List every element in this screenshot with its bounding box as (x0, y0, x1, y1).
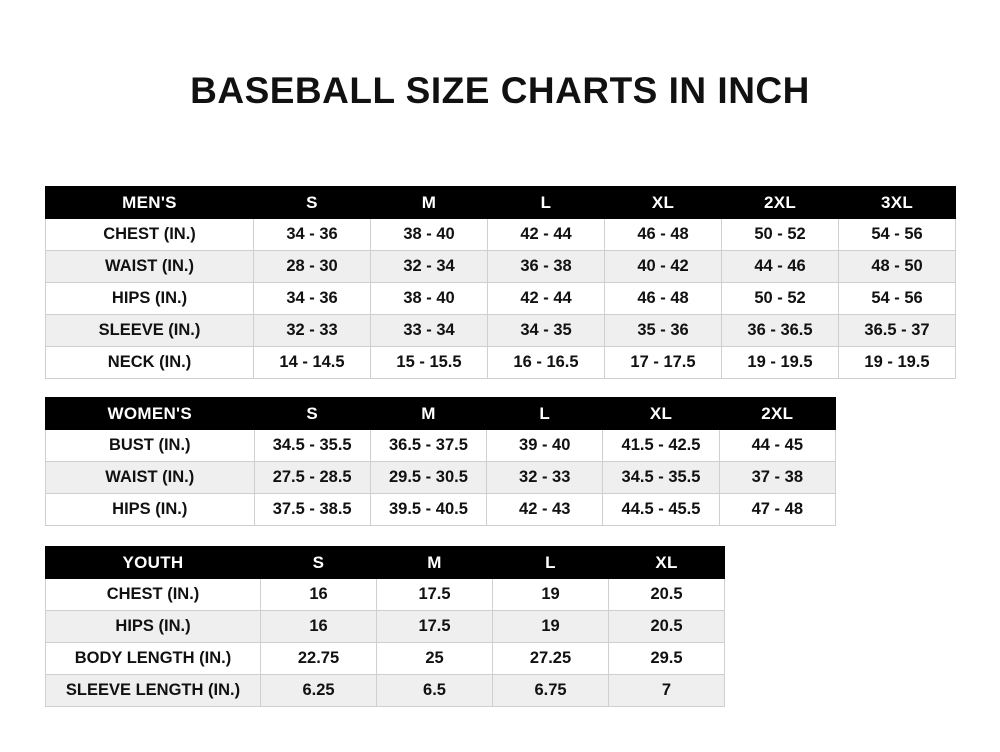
cell: 44 - 45 (719, 430, 835, 462)
column-header-s: S (261, 547, 377, 579)
cell: 20.5 (609, 611, 725, 643)
table-header-row (46, 398, 836, 430)
cell: 37.5 - 38.5 (254, 494, 370, 526)
cell: 42 - 44 (488, 219, 605, 251)
table-header-row (46, 187, 956, 219)
column-header-m: M (377, 547, 493, 579)
column-header-xl: XL (605, 187, 722, 219)
cell: 16 - 16.5 (488, 347, 605, 379)
mens-size-table (45, 186, 956, 379)
cell: 40 - 42 (605, 251, 722, 283)
column-header-m: M (370, 398, 486, 430)
row-label: CHEST (IN.) (46, 219, 254, 251)
cell: 20.5 (609, 579, 725, 611)
cell: 39 - 40 (487, 430, 603, 462)
cell: 19 (493, 611, 609, 643)
row-label: BUST (IN.) (46, 430, 255, 462)
column-header-m: M (371, 187, 488, 219)
row-label: CHEST (IN.) (46, 579, 261, 611)
row-label: NECK (IN.) (46, 347, 254, 379)
column-header-category: WOMEN'S (46, 398, 255, 430)
row-label: HIPS (IN.) (46, 494, 255, 526)
table-row (46, 643, 725, 675)
cell: 29.5 (609, 643, 725, 675)
column-header-l: L (488, 187, 605, 219)
cell: 16 (261, 579, 377, 611)
table-header-row (46, 547, 725, 579)
cell: 34 - 36 (254, 219, 371, 251)
cell: 28 - 30 (254, 251, 371, 283)
cell: 50 - 52 (722, 219, 839, 251)
cell: 7 (609, 675, 725, 707)
table-row (46, 315, 956, 347)
cell: 36.5 - 37.5 (370, 430, 486, 462)
cell: 6.75 (493, 675, 609, 707)
column-header-category: MEN'S (46, 187, 254, 219)
cell: 50 - 52 (722, 283, 839, 315)
cell: 42 - 44 (488, 283, 605, 315)
cell: 14 - 14.5 (254, 347, 371, 379)
cell: 36.5 - 37 (839, 315, 956, 347)
cell: 6.5 (377, 675, 493, 707)
row-label: WAIST (IN.) (46, 462, 255, 494)
column-header-xl: XL (609, 547, 725, 579)
table-row (46, 462, 836, 494)
cell: 34.5 - 35.5 (254, 430, 370, 462)
table-row (46, 283, 956, 315)
cell: 33 - 34 (371, 315, 488, 347)
cell: 19 (493, 579, 609, 611)
cell: 25 (377, 643, 493, 675)
row-label: SLEEVE (IN.) (46, 315, 254, 347)
cell: 19 - 19.5 (722, 347, 839, 379)
table-row (46, 579, 725, 611)
cell: 54 - 56 (839, 283, 956, 315)
column-header-2xl: 2XL (722, 187, 839, 219)
column-header-l: L (493, 547, 609, 579)
cell: 37 - 38 (719, 462, 835, 494)
table-row (46, 675, 725, 707)
column-header-2xl: 2XL (719, 398, 835, 430)
cell: 48 - 50 (839, 251, 956, 283)
row-label: SLEEVE LENGTH (IN.) (46, 675, 261, 707)
womens-size-table (45, 397, 836, 526)
cell: 46 - 48 (605, 219, 722, 251)
cell: 44 - 46 (722, 251, 839, 283)
cell: 17 - 17.5 (605, 347, 722, 379)
cell: 32 - 33 (254, 315, 371, 347)
table-row (46, 251, 956, 283)
page-title: BASEBALL SIZE CHARTS IN INCH (190, 70, 810, 111)
cell: 36 - 36.5 (722, 315, 839, 347)
cell: 32 - 34 (371, 251, 488, 283)
column-header-3xl: 3XL (839, 187, 956, 219)
table-row (46, 219, 956, 251)
cell: 35 - 36 (605, 315, 722, 347)
column-header-s: S (254, 187, 371, 219)
row-label: HIPS (IN.) (46, 611, 261, 643)
cell: 17.5 (377, 611, 493, 643)
table-row (46, 611, 725, 643)
cell: 34.5 - 35.5 (603, 462, 719, 494)
youth-size-table (45, 546, 725, 707)
cell: 19 - 19.5 (839, 347, 956, 379)
row-label: WAIST (IN.) (46, 251, 254, 283)
cell: 16 (261, 611, 377, 643)
cell: 17.5 (377, 579, 493, 611)
column-header-s: S (254, 398, 370, 430)
cell: 27.25 (493, 643, 609, 675)
table-row (46, 347, 956, 379)
row-label: BODY LENGTH (IN.) (46, 643, 261, 675)
table-row (46, 494, 836, 526)
cell: 41.5 - 42.5 (603, 430, 719, 462)
cell: 39.5 - 40.5 (370, 494, 486, 526)
cell: 47 - 48 (719, 494, 835, 526)
column-header-l: L (487, 398, 603, 430)
row-label: HIPS (IN.) (46, 283, 254, 315)
cell: 54 - 56 (839, 219, 956, 251)
column-header-category: YOUTH (46, 547, 261, 579)
cell: 29.5 - 30.5 (370, 462, 486, 494)
cell: 38 - 40 (371, 219, 488, 251)
cell: 34 - 35 (488, 315, 605, 347)
column-header-xl: XL (603, 398, 719, 430)
cell: 22.75 (261, 643, 377, 675)
cell: 42 - 43 (487, 494, 603, 526)
cell: 15 - 15.5 (371, 347, 488, 379)
cell: 46 - 48 (605, 283, 722, 315)
cell: 6.25 (261, 675, 377, 707)
cell: 34 - 36 (254, 283, 371, 315)
cell: 32 - 33 (487, 462, 603, 494)
cell: 36 - 38 (488, 251, 605, 283)
cell: 38 - 40 (371, 283, 488, 315)
cell: 27.5 - 28.5 (254, 462, 370, 494)
table-row (46, 430, 836, 462)
cell: 44.5 - 45.5 (603, 494, 719, 526)
